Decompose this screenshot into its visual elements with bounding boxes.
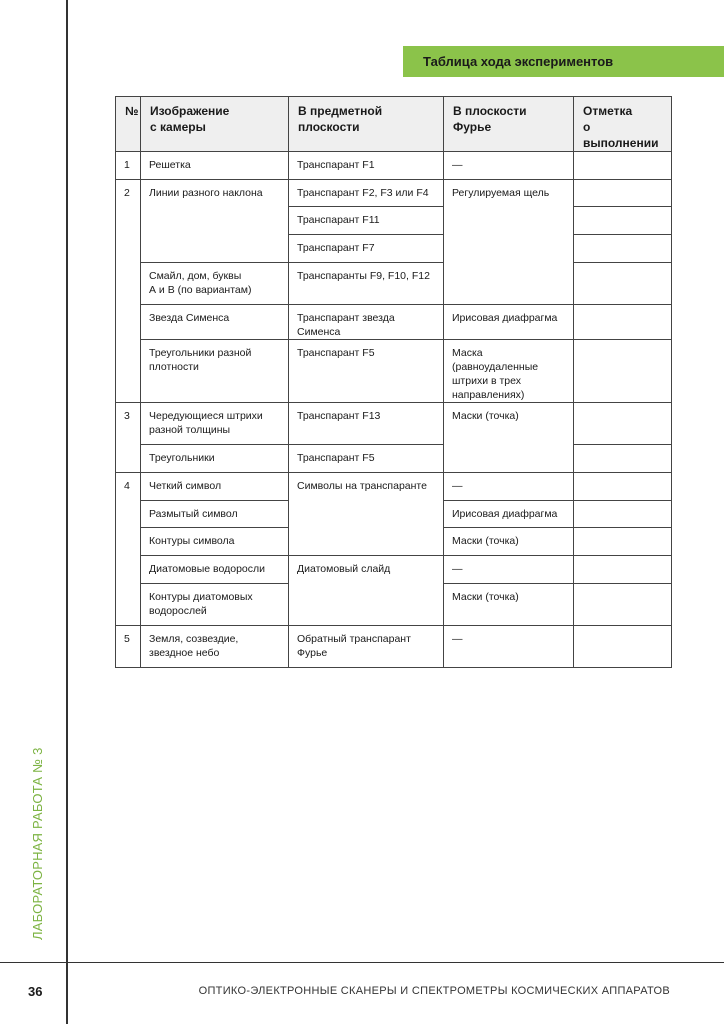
image-cell: Четкий символ xyxy=(141,473,289,501)
row-number: 2 xyxy=(116,180,141,403)
page-number: 36 xyxy=(28,984,43,999)
done-mark-cell[interactable] xyxy=(574,403,672,445)
fourier-plane-cell: Маски (точка) xyxy=(444,403,574,473)
done-mark-cell[interactable] xyxy=(574,556,672,584)
object-plane-cell: Транспарант F1 xyxy=(289,152,444,180)
table-header-row xyxy=(116,97,672,152)
footer-book-title: ОПТИКО-ЭЛЕКТРОННЫЕ СКАНЕРЫ И СПЕКТРОМЕТРЫ КОСМИЧЕСКИХ АППАРАТОВ xyxy=(198,985,670,997)
object-plane-cell: Транспарант звезда Сименса xyxy=(289,305,444,340)
footer-rule xyxy=(0,962,724,963)
image-cell: Смайл, дом, буквы А и В (по вариантам) xyxy=(141,263,289,305)
image-cell: Треугольники xyxy=(141,445,289,473)
fourier-plane-cell: Маски (точка) xyxy=(444,584,574,626)
image-cell: Линии разного наклона xyxy=(141,180,289,263)
table-row xyxy=(116,180,672,207)
object-plane-cell: Транспарант F2, F3 или F4 xyxy=(289,180,444,207)
section-header-bar xyxy=(403,46,724,77)
table-row xyxy=(116,403,672,445)
image-cell: Звезда Сименса xyxy=(141,305,289,340)
object-plane-cell: Транспарант F13 xyxy=(289,403,444,445)
table-row xyxy=(116,305,672,340)
object-plane-cell: Диатомовый слайд xyxy=(289,556,444,626)
fourier-plane-cell: Регулируемая щель xyxy=(444,180,574,305)
col-header-object-plane: В предметной плоскости xyxy=(289,97,444,152)
done-mark-cell[interactable] xyxy=(574,626,672,668)
fourier-plane-cell: — xyxy=(444,626,574,668)
fourier-plane-cell: — xyxy=(444,152,574,180)
done-mark-cell[interactable] xyxy=(574,445,672,473)
done-mark-cell[interactable] xyxy=(574,263,672,305)
image-cell: Контуры диатомовых водорослей xyxy=(141,584,289,626)
object-plane-cell: Транспаранты F9, F10, F12 xyxy=(289,263,444,305)
row-number: 1 xyxy=(116,152,141,180)
fourier-plane-cell: — xyxy=(444,473,574,501)
table-row xyxy=(116,263,672,305)
fourier-plane-cell: Маски (точка) xyxy=(444,528,574,556)
table-row xyxy=(116,556,672,584)
object-plane-cell: Транспарант F5 xyxy=(289,445,444,473)
image-cell: Решетка xyxy=(141,152,289,180)
done-mark-cell[interactable] xyxy=(574,235,672,263)
done-mark-cell[interactable] xyxy=(574,207,672,235)
fourier-plane-cell: Маска (равноудаленные штрихи в трех направлениях) xyxy=(444,340,574,403)
row-number: 4 xyxy=(116,473,141,626)
image-cell: Треугольники разной плотности xyxy=(141,340,289,403)
image-cell: Диатомовые водоросли xyxy=(141,556,289,584)
object-plane-cell: Символы на транспаранте xyxy=(289,473,444,556)
done-mark-cell[interactable] xyxy=(574,180,672,207)
done-mark-cell[interactable] xyxy=(574,340,672,403)
table-row xyxy=(116,626,672,668)
image-cell: Контуры символа xyxy=(141,528,289,556)
done-mark-cell[interactable] xyxy=(574,152,672,180)
table-row xyxy=(116,445,672,473)
done-mark-cell[interactable] xyxy=(574,501,672,528)
table-row xyxy=(116,152,672,180)
done-mark-cell[interactable] xyxy=(574,473,672,501)
done-mark-cell[interactable] xyxy=(574,584,672,626)
fourier-plane-cell: Ирисовая диафрагма xyxy=(444,501,574,528)
object-plane-cell: Транспарант F5 xyxy=(289,340,444,403)
col-header-image: Изображение с камеры xyxy=(141,97,289,152)
object-plane-cell: Обратный транспарант Фурье xyxy=(289,626,444,668)
fourier-plane-cell: Ирисовая диафрагма xyxy=(444,305,574,340)
image-cell: Размытый символ xyxy=(141,501,289,528)
done-mark-cell[interactable] xyxy=(574,528,672,556)
image-cell: Чередующиеся штрихи разной толщины xyxy=(141,403,289,445)
left-margin-rule xyxy=(66,0,68,1024)
row-number: 5 xyxy=(116,626,141,668)
row-number: 3 xyxy=(116,403,141,473)
done-mark-cell[interactable] xyxy=(574,305,672,340)
col-header-done-mark: Отметка о выполнении xyxy=(574,97,672,152)
fourier-plane-cell: — xyxy=(444,556,574,584)
col-header-number: № xyxy=(116,97,141,152)
section-title: Таблица хода экспериментов xyxy=(423,54,614,69)
table-row xyxy=(116,473,672,501)
table-row xyxy=(116,340,672,403)
experiment-table xyxy=(115,96,672,668)
image-cell: Земля, созвездие, звездное небо xyxy=(141,626,289,668)
side-lab-label: ЛАБОРАТОРНАЯ РАБОТА № 3 xyxy=(30,747,45,940)
object-plane-cell: Транспарант F7 xyxy=(289,235,444,263)
object-plane-cell: Транспарант F11 xyxy=(289,207,444,235)
col-header-fourier-plane: В плоскости Фурье xyxy=(444,97,574,152)
